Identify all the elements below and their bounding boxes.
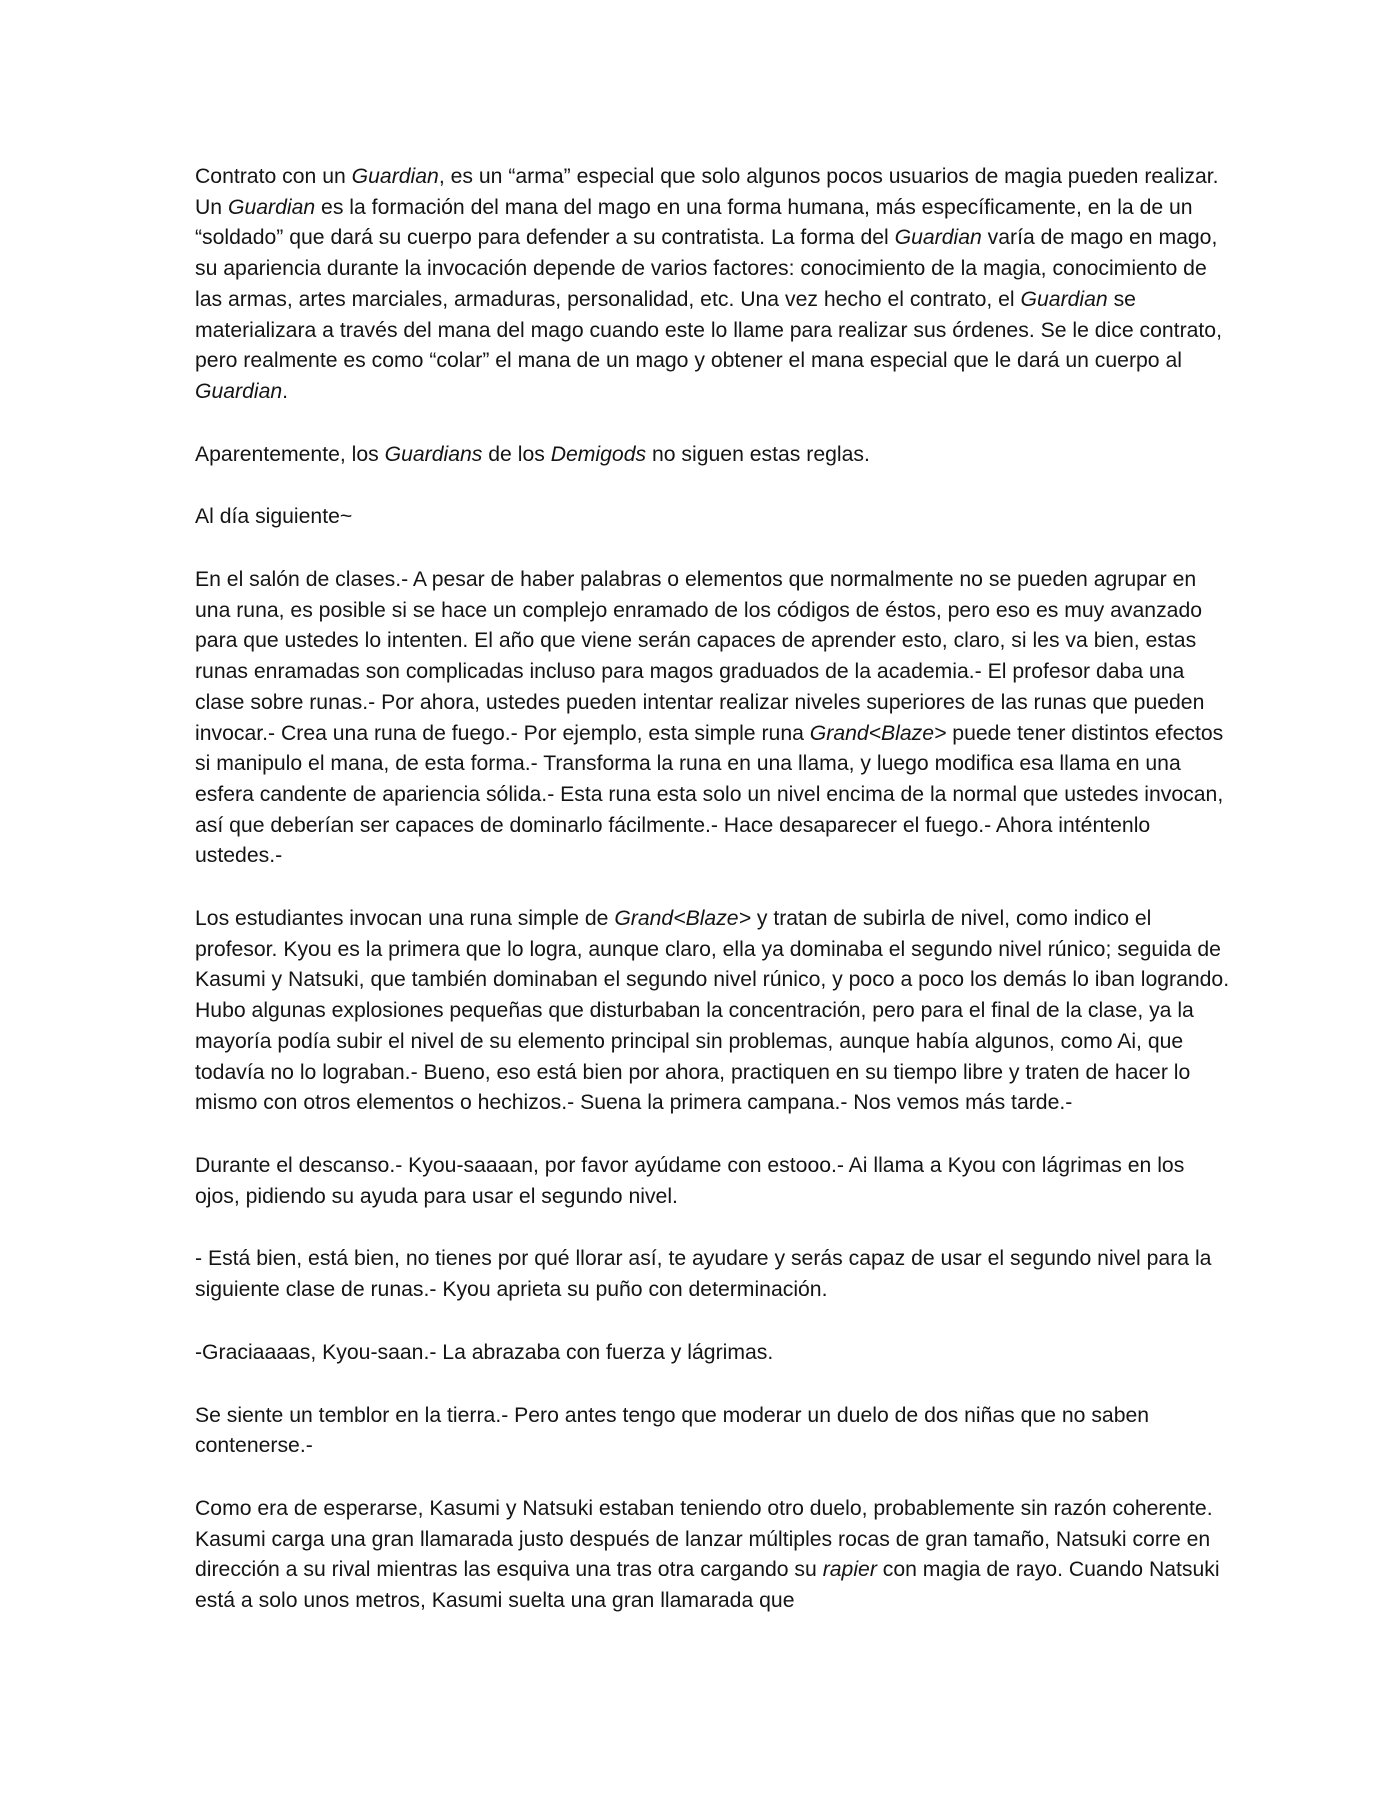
italic-text: Guardian	[894, 226, 982, 250]
paragraph	[195, 1151, 1230, 1212]
paragraph	[195, 1244, 1230, 1305]
paragraph	[195, 1401, 1230, 1462]
italic-text: Guardian	[1020, 287, 1108, 311]
text-run: no siguen estas reglas.	[646, 442, 870, 466]
text-run: , es un “arma” especial que solo algunos pocos usuarios de magia pueden realizar. Un	[195, 165, 1219, 219]
text-run: puede tener distintos efectos si manipulo el mana, de esta forma.- Transforma la runa en una llama, y luego modifica esa llama en una esfera candente de apariencia sólida.- Esta runa esta solo un nivel encima de la normal que ustedes invocan, así que deberían ser capaces de dominarlo fácilmente.- Hace desaparecer el fuego.- Ahora inténtenlo ustedes.-	[195, 721, 1224, 868]
text-run: Los estudiantes invocan una runa simple de	[195, 907, 615, 931]
text-run: .	[282, 379, 289, 403]
text-run: de los	[482, 442, 551, 466]
italic-text: Guardian	[351, 165, 439, 188]
paragraph	[195, 440, 1230, 471]
paragraph	[195, 162, 1230, 408]
text-run: Contrato con un	[195, 165, 352, 188]
paragraph	[195, 565, 1230, 872]
paragraph	[195, 904, 1230, 1119]
text-run: con magia de rayo. Cuando Natsuki está a solo unos metros, Kasumi suelta una gran llamarada que	[195, 1558, 1220, 1613]
text-run: -Graciaaaas, Kyou-saan.- La abrazaba con fuerza y lágrimas.	[195, 1340, 774, 1364]
text-run: se materializara a través del mana del mago cuando este lo llame para realizar sus órdenes. Se le dice contrato, pero realmente es como “colar” el mana de un mago y obtener el mana especial que le dará un cuerpo al	[195, 287, 1222, 373]
text-run: Al día siguiente~	[195, 505, 353, 529]
italic-text: Guardians	[384, 442, 483, 466]
text-run: Aparentemente, los	[195, 442, 385, 466]
text-run: En el salón de clases.- A pesar de haber palabras o elementos que normalmente no se pueden agrupar en una runa, es posible si se hace un complejo enramado de los códigos de éstos, pero eso es muy avanzado para que ustedes lo intenten. El año que viene serán capaces de aprender esto, claro, si les va bien, estas runas enramadas son complicadas incluso para magos graduados de la academia.- El profesor daba una clase sobre runas.- Por ahora, ustedes pueden intentar realizar niveles superiores de las runas que pueden invocar.- Crea una runa de fuego.- Por ejemplo, esta simple runa	[195, 568, 1205, 745]
italic-text: Guardian	[227, 195, 316, 219]
text-run: - Está bien, está bien, no tienes por qué llorar así, te ayudare y serás capaz de usar el segundo nivel para la siguiente clase de runas.- Kyou aprieta su puño con determinación.	[195, 1247, 1212, 1302]
paragraph	[195, 1494, 1230, 1617]
text-run: varía de mago en mago, su apariencia durante la invocación depende de varios factores: conocimiento de la magia, conocimiento de las armas, artes marciales, armaduras, personalidad, etc. Una vez hecho el contrato, el	[195, 226, 1218, 311]
document-page	[195, 162, 1230, 1649]
text-run: Como era de esperarse, Kasumi y Natsuki estaban teniendo otro duelo, probablemente sin razón coherente. Kasumi carga una gran llamarada justo después de lanzar múltiples rocas de gran tamaño, Natsuki corre en dirección a su rival mientras las esquiva una tras otra cargando su	[195, 1496, 1213, 1582]
paragraph	[195, 1338, 1230, 1369]
italic-text: Guardian	[195, 379, 283, 403]
text-run: Durante el descanso.- Kyou-saaaan, por favor ayúdame con estooo.- Ai llama a Kyou con lágrimas en los ojos, pidiendo su ayuda para usar el segundo nivel.	[195, 1153, 1185, 1208]
paragraph	[195, 502, 1230, 533]
italic-text: Demigods	[550, 442, 647, 466]
italic-text: Grand<Blaze>	[809, 721, 947, 745]
text-run: Se siente un temblor en la tierra.- Pero antes tengo que moderar un duelo de dos niñas que no saben contenerse.-	[195, 1403, 1150, 1458]
italic-text: rapier	[822, 1558, 877, 1582]
text-run: es la formación del mana del mago en una forma humana, más específicamente, en la de un “soldado” que dará su cuerpo para defender a su contratista. La forma del	[195, 195, 1193, 250]
text-run: y tratan de subirla de nivel, como indico el profesor. Kyou es la primera que lo logra, aunque claro, ella ya dominaba el segundo nivel rúnico; seguida de Kasumi y Natsuki, que también dominaban el segundo nivel rúnico, y poco a poco los demás lo iban logrando. Hubo algunas explosiones pequeñas que disturbaban la concentración, pero para el final de la clase, ya la mayoría podía subir el nivel de su elemento principal sin problemas, aunque había algunos, como Ai, que todavía no lo lograban.- Bueno, eso está bien por ahora, practiquen en su tiempo libre y traten de hacer lo mismo con otros elementos o hechizos.- Suena la primera campana.- Nos vemos más tarde.-	[195, 907, 1230, 1115]
italic-text: Grand<Blaze>	[614, 907, 751, 931]
